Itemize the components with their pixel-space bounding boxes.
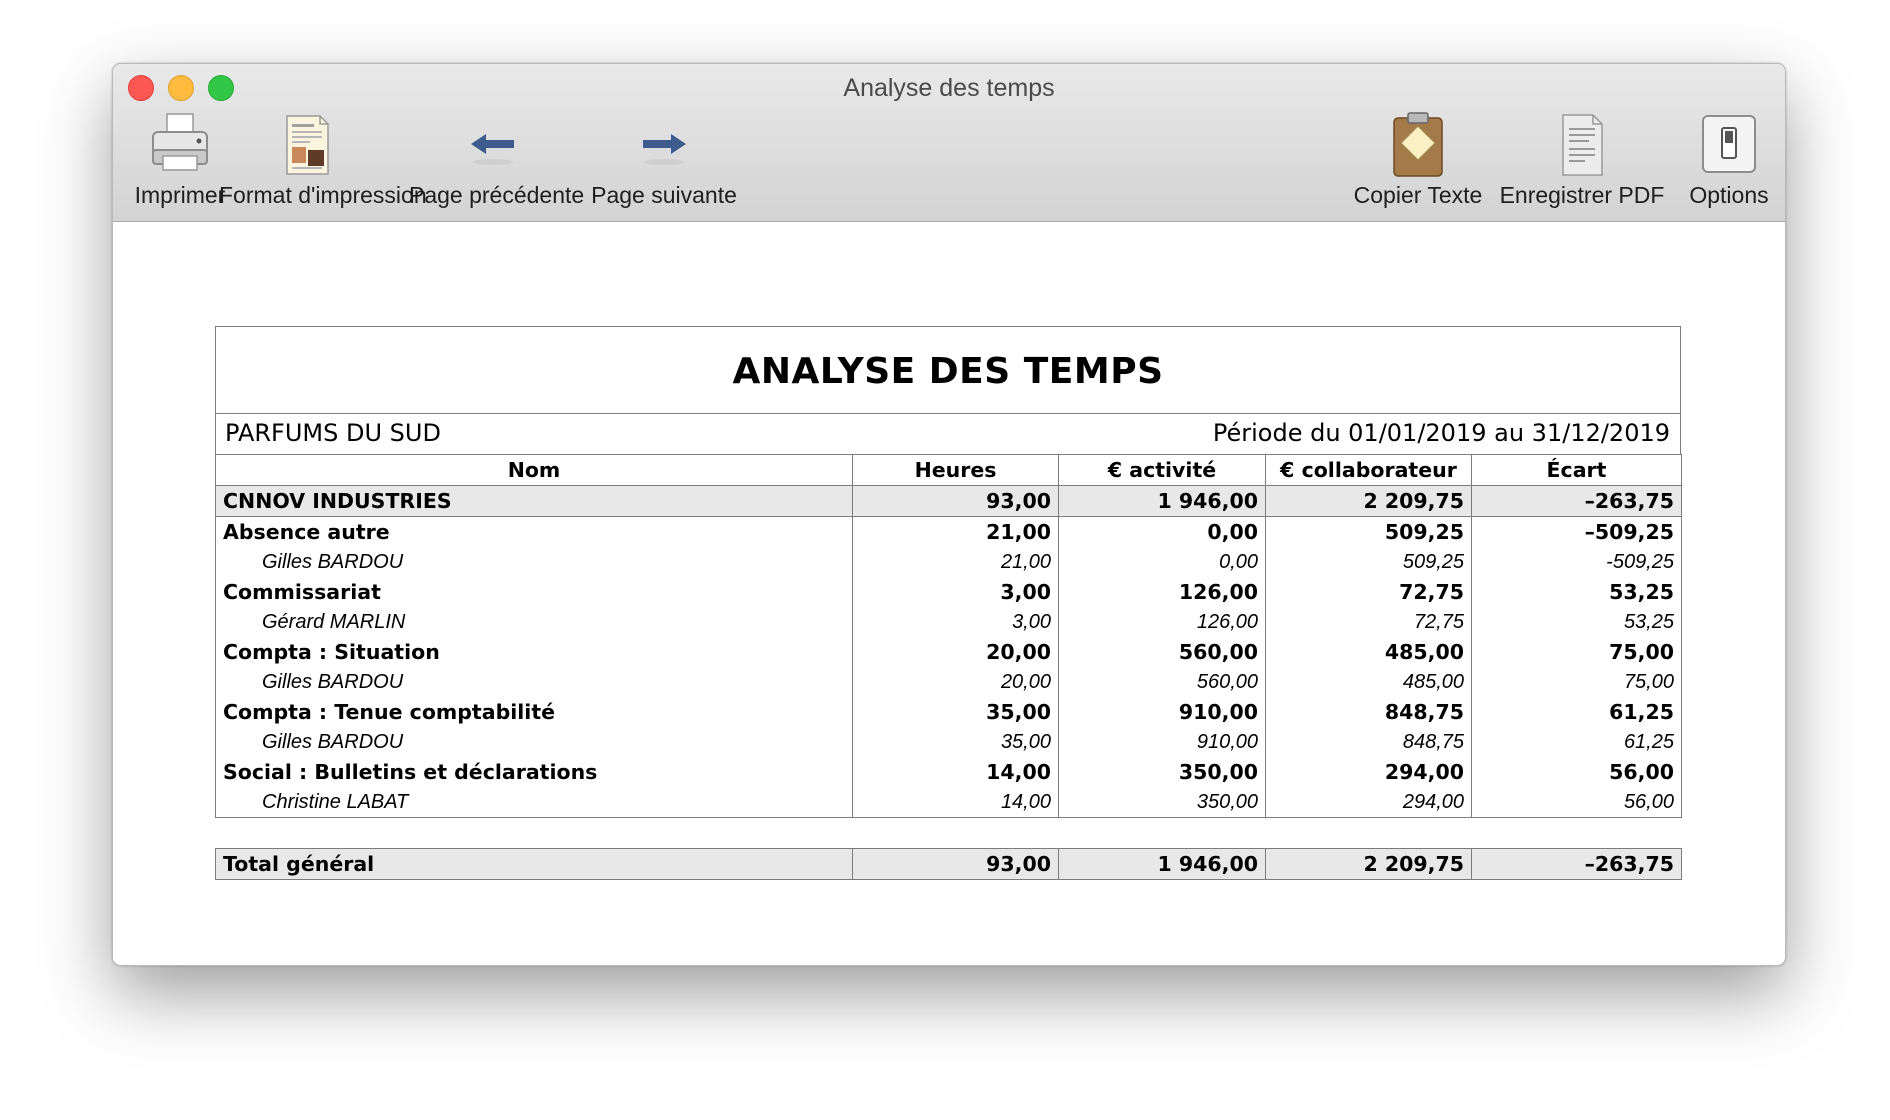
row-name: Social : Bulletins et déclarations	[216, 757, 853, 787]
table-header-row	[216, 455, 1682, 486]
row-collaborateur: 72,75	[1266, 607, 1472, 637]
row-collaborateur: 485,00	[1266, 667, 1472, 697]
next-page-label: Page suivante	[591, 182, 737, 208]
row-activite: 126,00	[1059, 577, 1266, 607]
print-button[interactable]	[127, 110, 233, 220]
row-collaborateur: 294,00	[1266, 757, 1472, 787]
row-heures: 20,00	[853, 667, 1059, 697]
total-heures: 93,00	[853, 849, 1059, 880]
report-preview-area	[113, 222, 1785, 965]
row-heures: 35,00	[853, 727, 1059, 757]
row-collaborateur: 509,25	[1266, 547, 1472, 577]
row-heures: 3,00	[853, 577, 1059, 607]
copy-text-label: Copier Texte	[1353, 182, 1483, 208]
row-heures: 14,00	[853, 787, 1059, 818]
table-row	[216, 607, 1682, 637]
table-row	[216, 667, 1682, 697]
row-ecart: 75,00	[1472, 667, 1682, 697]
row-heures: 21,00	[853, 547, 1059, 577]
table-row	[216, 517, 1682, 548]
row-ecart: 56,00	[1472, 787, 1682, 818]
row-collaborateur: 509,25	[1266, 517, 1472, 548]
row-collaborateur: 72,75	[1266, 577, 1472, 607]
row-activite: 350,00	[1059, 787, 1266, 818]
table-row	[216, 547, 1682, 577]
column-header-ecart: Écart	[1472, 455, 1682, 486]
next-page-button[interactable]	[591, 110, 737, 220]
column-header-nom: Nom	[216, 455, 853, 486]
row-collaborateur: 485,00	[1266, 637, 1472, 667]
row-collaborateur: 848,75	[1266, 727, 1472, 757]
save-pdf-button[interactable]	[1498, 110, 1666, 220]
row-name: Compta : Situation	[216, 637, 853, 667]
table-row	[216, 577, 1682, 607]
row-ecart: 61,25	[1472, 697, 1682, 727]
page-setup-icon	[272, 110, 342, 180]
table-row	[216, 757, 1682, 787]
row-heures: 93,00	[853, 486, 1059, 517]
save-pdf-label: Enregistrer PDF	[1499, 182, 1665, 208]
row-name: Compta : Tenue comptabilité	[216, 697, 853, 727]
row-activite: 126,00	[1059, 607, 1266, 637]
row-ecart: 56,00	[1472, 757, 1682, 787]
row-activite: 910,00	[1059, 697, 1266, 727]
row-heures: 14,00	[853, 757, 1059, 787]
row-ecart: -509,25	[1472, 547, 1682, 577]
table-row	[216, 727, 1682, 757]
report-header	[215, 326, 1681, 413]
window-title: Analyse des temps	[843, 74, 1055, 102]
row-collaborateur: 2 209,75	[1266, 486, 1472, 517]
row-heures: 20,00	[853, 637, 1059, 667]
report-window	[112, 63, 1786, 966]
row-activite: 0,00	[1059, 517, 1266, 548]
row-activite: 560,00	[1059, 637, 1266, 667]
report-page	[215, 326, 1681, 880]
row-heures: 35,00	[853, 697, 1059, 727]
row-name: Gilles BARDOU	[216, 727, 853, 757]
total-name: Total général	[216, 849, 853, 880]
total-row	[216, 849, 1682, 880]
row-activite: 560,00	[1059, 667, 1266, 697]
print-label: Imprimer	[134, 182, 226, 208]
row-ecart: 75,00	[1472, 637, 1682, 667]
table-row	[216, 787, 1682, 818]
total-table	[215, 848, 1682, 880]
row-name: Commissariat	[216, 577, 853, 607]
report-period: Période du 01/01/2019 au 31/12/2019	[1212, 419, 1670, 447]
column-header-heures: Heures	[853, 455, 1059, 486]
report-subheader	[215, 413, 1681, 454]
client-name: PARFUMS DU SUD	[225, 419, 441, 447]
row-ecart: –263,75	[1472, 486, 1682, 517]
row-name: Absence autre	[216, 517, 853, 548]
previous-page-label: Page précédente	[409, 182, 585, 208]
row-ecart: 53,25	[1472, 607, 1682, 637]
table-row	[216, 486, 1682, 517]
total-collaborateur: 2 209,75	[1266, 849, 1472, 880]
table-row	[216, 697, 1682, 727]
printer-icon	[145, 110, 215, 180]
row-activite: 350,00	[1059, 757, 1266, 787]
row-ecart: –509,25	[1472, 517, 1682, 548]
arrow-left-icon	[458, 110, 528, 180]
copy-text-button[interactable]	[1348, 110, 1488, 220]
switch-icon	[1694, 110, 1764, 180]
options-button[interactable]	[1681, 110, 1777, 220]
row-name: Gérard MARLIN	[216, 607, 853, 637]
row-name: Gilles BARDOU	[216, 547, 853, 577]
row-name: CNNOV INDUSTRIES	[216, 486, 853, 517]
row-heures: 21,00	[853, 517, 1059, 548]
previous-page-button[interactable]	[409, 110, 585, 220]
page-setup-button[interactable]	[219, 110, 427, 220]
column-header-collaborateur: € collaborateur	[1266, 455, 1472, 486]
row-collaborateur: 294,00	[1266, 787, 1472, 818]
report-title: ANALYSE DES TEMPS	[732, 351, 1164, 392]
row-collaborateur: 848,75	[1266, 697, 1472, 727]
column-header-activite: € activité	[1059, 455, 1266, 486]
table-row	[216, 637, 1682, 667]
time-analysis-table	[215, 454, 1682, 818]
arrow-right-icon	[629, 110, 699, 180]
row-name: Christine LABAT	[216, 787, 853, 818]
options-label: Options	[1689, 182, 1769, 208]
page-setup-label: Format d'impression	[219, 182, 427, 208]
row-heures: 3,00	[853, 607, 1059, 637]
row-name: Gilles BARDOU	[216, 667, 853, 697]
window-titlebar	[113, 64, 1785, 222]
row-ecart: 53,25	[1472, 577, 1682, 607]
clipboard-icon	[1383, 110, 1453, 180]
row-activite: 1 946,00	[1059, 486, 1266, 517]
total-ecart: –263,75	[1472, 849, 1682, 880]
pdf-document-icon	[1547, 110, 1617, 180]
row-ecart: 61,25	[1472, 727, 1682, 757]
total-activite: 1 946,00	[1059, 849, 1266, 880]
row-activite: 910,00	[1059, 727, 1266, 757]
row-activite: 0,00	[1059, 547, 1266, 577]
